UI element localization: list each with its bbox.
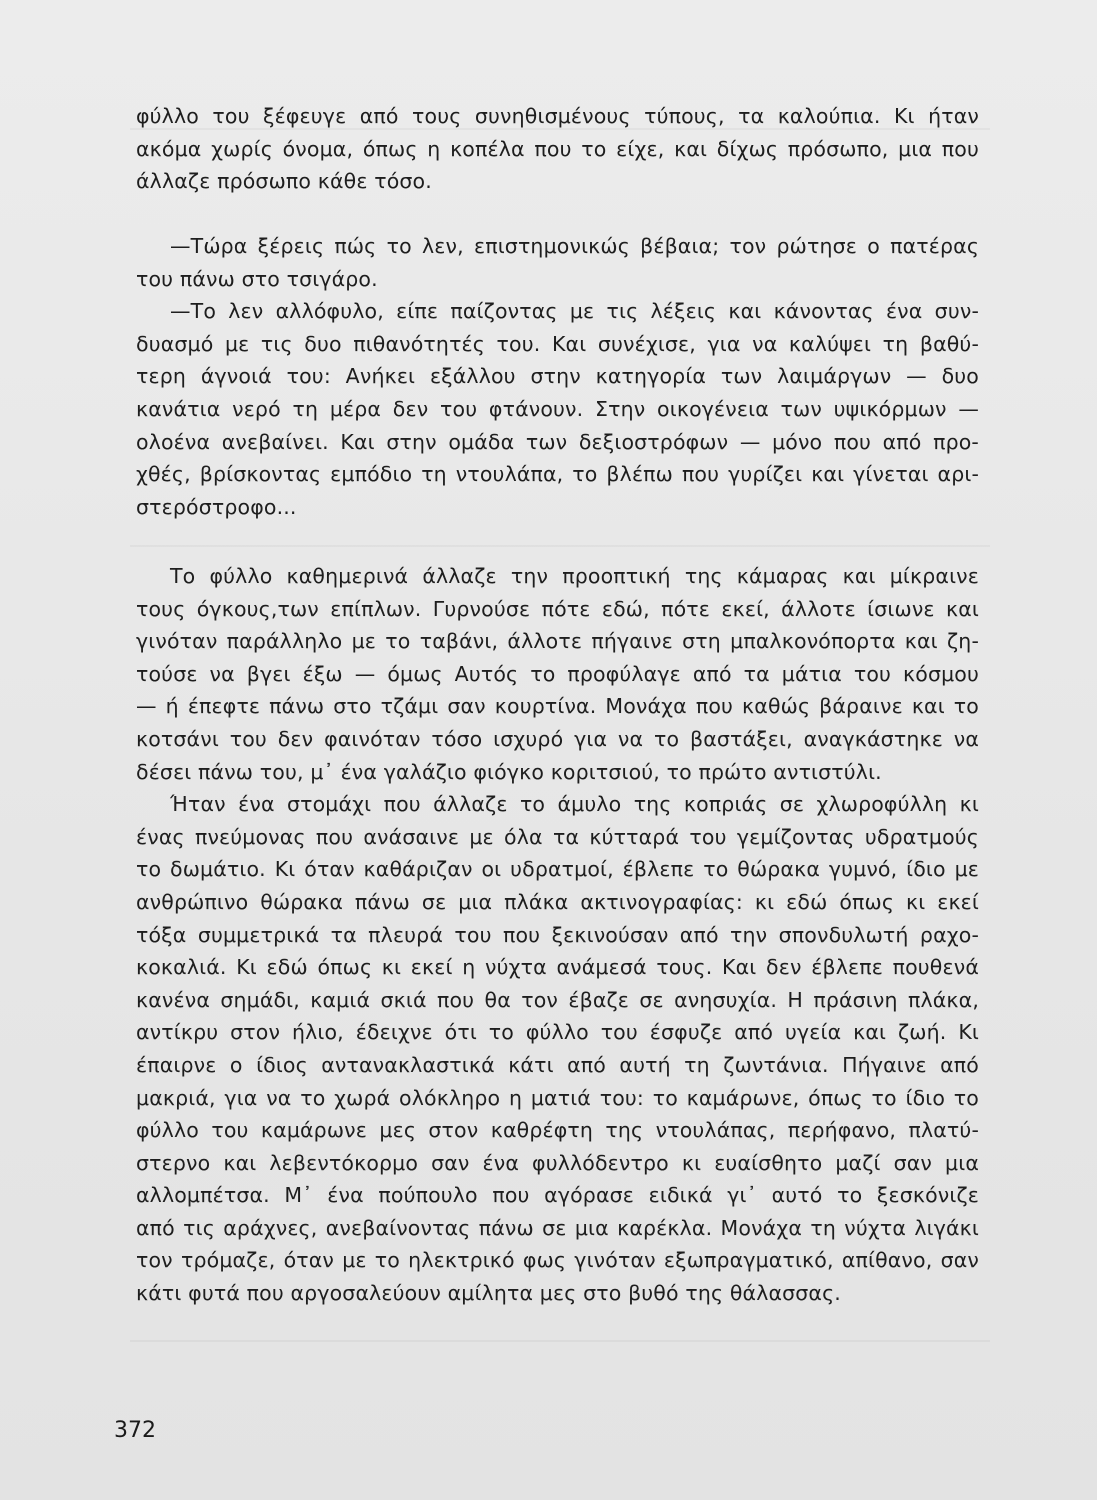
text-line: ένας πνεύμονας που ανάσαινε με όλα τα κύτταρά του γεμίζοντας υδρατμούς — [136, 824, 979, 849]
text-line: φύλλο του ξέφευγε από τους συνηθισμένους τύπους, τα καλούπια. Κι ήταν — [136, 104, 979, 128]
text-line: κανάτια νερό τη μέρα δεν του φτάνουν. Στην οικογένεια των υψικόρμων — — [136, 396, 979, 421]
text-line: Ήταν ένα στομάχι που άλλαζε το άμυλο της κοπριάς σε χλωροφύλλη κι — [170, 792, 979, 817]
text-line: στερνο και λεβεντόκορμο σαν ένα φυλλόδεντρο κι ευαίσθητο μαζί σαν μια — [136, 1150, 979, 1175]
text-line: το δωμάτιο. Κι όταν καθάριζαν οι υδρατμοί, έβλεπε το θώρακα γυμνό, ίδιο με — [136, 857, 979, 882]
text-line: τερη άγνοιά του: Ανήκει εξάλλου στην κατηγορία των λαιμάργων — δυο — [136, 364, 979, 389]
text-line: του πάνω στο τσιγάρο. — [136, 266, 378, 291]
text-line: τους όγκους,των επίπλων. Γυρνούσε πότε εδώ, πότε εκεί, άλλοτε ίσιωνε και — [136, 596, 979, 621]
text-line: Το φύλλο καθημερινά άλλαζε την προοπτική της κάμαρας και μίκραινε — [170, 564, 979, 588]
text-line: ανθρώπινο θώρακα πάνω σε μια πλάκα ακτινογραφίας: κι εδώ όπως κι εκεί — [136, 889, 979, 914]
text-line: κάτι φυτά που αργοσαλεύουν αμίλητα μες στο βυθό της θάλασσας. — [136, 1281, 841, 1306]
text-line: άλλαζε πρόσωπο κάθε τόσο. — [136, 169, 432, 194]
text-line: δυασμό με τις δυο πιθανότητές του. Και συνέχισε, για να καλύψει τη βαθύ- — [136, 331, 979, 356]
text-line: τον τρόμαζε, όταν με το ηλεκτρικό φως γινόταν εξωπραγματικό, απίθανο, σαν — [136, 1248, 979, 1273]
text-line: κοκαλιά. Κι εδώ όπως κι εκεί η νύχτα ανάμεσά τους. Και δεν έβλεπε πουθενά — [136, 955, 979, 980]
text-line: από τις αράχνες, ανεβαίνοντας πάνω σε μια καρέκλα. Μονάχα τη νύχτα λιγάκι — [136, 1215, 979, 1240]
text-line: ολοένα ανεβαίνει. Και στην ομάδα των δεξιοστρόφων — μόνο που από προ- — [136, 429, 979, 454]
paragraph-1 — [136, 100, 979, 198]
text-line: κοτσάνι του δεν φαινόταν τόσο ισχυρό για να το βαστάξει, αναγκάστηκε να — [136, 726, 979, 751]
text-line: φύλλο του καμάρωνε μες στον καθρέφτη της ντουλάπας, περήφανο, πλατύ- — [136, 1118, 979, 1143]
show-through-shadow — [130, 1340, 990, 1342]
text-line: μακριά, για να το χωρά ολόκληρο η ματιά του: το καμάρωνε, όπως το ίδιο το — [136, 1085, 979, 1110]
paragraph-3 — [136, 560, 979, 1310]
text-line: έπαιρνε ο ίδιος αντανακλαστικά κάτι από αυτή τη ζωντάνια. Πήγαινε από — [136, 1052, 979, 1077]
text-line: αλλομπέτσα. Μ᾿ ένα πούπουλο που αγόρασε ειδικά γι᾿ αυτό το ξεσκόνιζε — [136, 1183, 979, 1208]
text-line: τούσε να βγει έξω — όμως Αυτός το προφύλαγε από τα μάτια του κόσμου — [136, 661, 979, 686]
text-line: — ή έπεφτε πάνω στο τζάμι σαν κουρτίνα. Μονάχα που καθώς βάραινε και το — [136, 694, 979, 719]
text-line: αντίκρυ στον ήλιο, έδειχνε ότι το φύλλο του έσφυζε από υγεία και ζωή. Κι — [136, 1020, 979, 1045]
show-through-shadow — [130, 545, 990, 547]
text-line: δέσει πάνω του, μ᾿ ένα γαλάζιο φιόγκο κοριτσιού, το πρώτο αντιστύλι. — [136, 759, 882, 784]
text-line: —Το λεν αλλόφυλο, είπε παίζοντας με τις λέξεις και κάνοντας ένα συν- — [170, 299, 979, 324]
text-line: —Τώρα ξέρεις πώς το λεν, επιστημονικώς βέβαια; τον ρώτησε ο πατέρας — [170, 234, 979, 258]
text-line: ακόμα χωρίς όνομα, όπως η κοπέλα που το είχε, και δίχως πρόσωπο, μια που — [136, 136, 979, 161]
page-number: 372 — [114, 1418, 156, 1443]
text-line: τόξα συμμετρικά τα πλευρά του που ξεκινούσαν από την σπονδυλωτή ραχο- — [136, 922, 979, 947]
paragraph-2 — [136, 230, 979, 523]
text-line: στερόστροφο... — [136, 494, 297, 519]
text-line: χθές, βρίσκοντας εμπόδιο τη ντουλάπα, το βλέπω που γυρίζει και γίνεται αρι- — [136, 462, 979, 487]
text-line: γινόταν παράλληλο με το ταβάνι, άλλοτε πήγαινε στη μπαλκονόπορτα και ζη- — [136, 629, 979, 654]
text-line: κανένα σημάδι, καμιά σκιά που θα τον έβαζε σε ανησυχία. Η πράσινη πλάκα, — [136, 987, 979, 1012]
